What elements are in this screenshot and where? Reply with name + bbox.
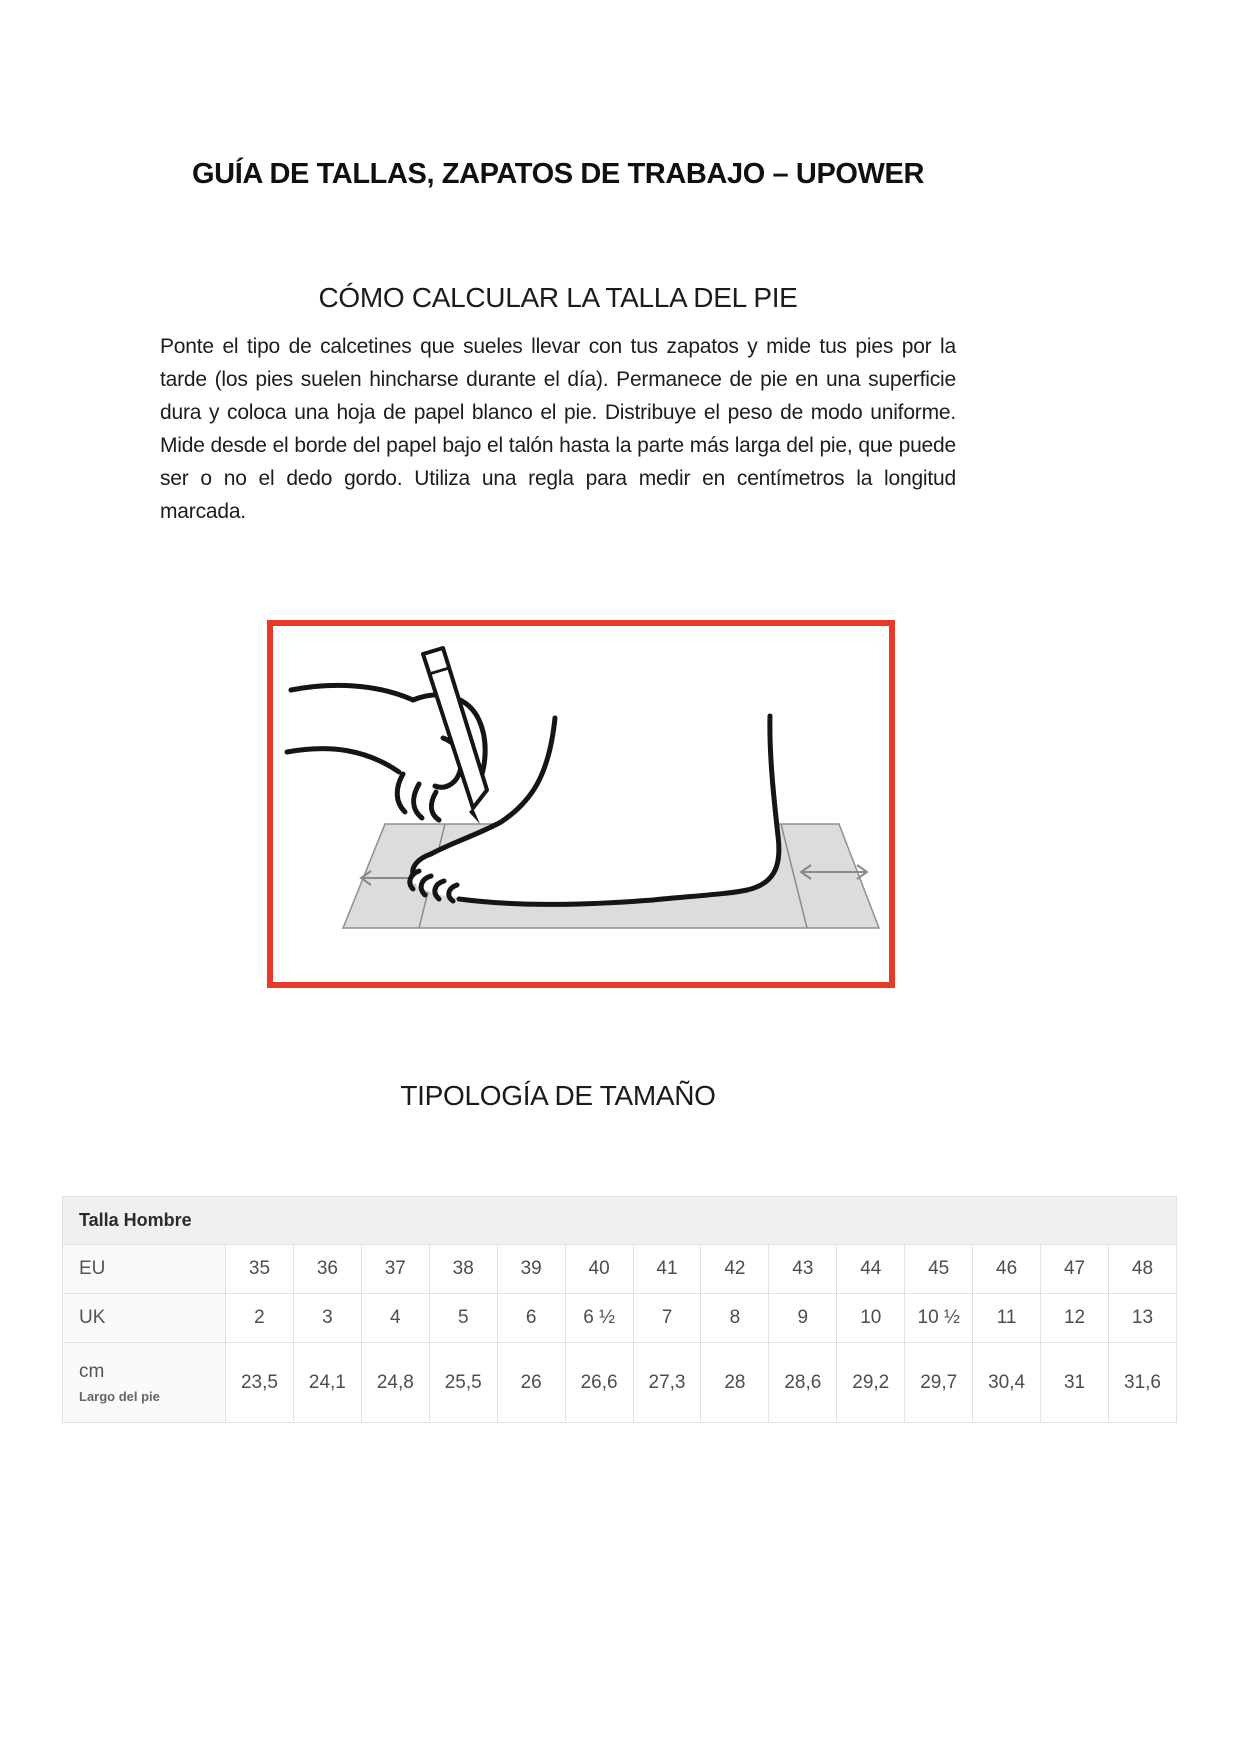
section-heading-calcular-talla: CÓMO CALCULAR LA TALLA DEL PIE <box>318 282 798 313</box>
size-table-row-cm <box>63 1343 1177 1423</box>
size-table-header-row <box>63 1197 1177 1245</box>
size-cell: 44 <box>837 1245 905 1294</box>
size-cell: 24,8 <box>361 1343 429 1423</box>
size-cell: 27,3 <box>633 1343 701 1423</box>
size-cell: 28,6 <box>769 1343 837 1423</box>
section-heading-tipologia: TIPOLOGÍA DE TAMAÑO <box>400 1080 716 1111</box>
size-cell: 40 <box>565 1245 633 1294</box>
size-cell: 30,4 <box>973 1343 1041 1423</box>
size-cell: 31,6 <box>1108 1343 1176 1423</box>
size-cell: 31 <box>1041 1343 1109 1423</box>
size-cell: 10 ½ <box>905 1294 973 1343</box>
size-cell: 29,2 <box>837 1343 905 1423</box>
size-table-header: Talla Hombre <box>63 1197 1177 1245</box>
size-cell: 39 <box>497 1245 565 1294</box>
size-cell: 5 <box>429 1294 497 1343</box>
size-cell: 23,5 <box>226 1343 294 1423</box>
size-cell: 38 <box>429 1245 497 1294</box>
row-label-cm: cm Largo del pie <box>63 1343 226 1423</box>
foot-measurement-image <box>267 620 895 988</box>
size-cell: 41 <box>633 1245 701 1294</box>
size-cell: 13 <box>1108 1294 1176 1343</box>
page-title: GUÍA DE TALLAS, ZAPATOS DE TRABAJO – UPOWER <box>192 158 924 190</box>
size-cell: 24,1 <box>293 1343 361 1423</box>
size-cell: 43 <box>769 1245 837 1294</box>
size-cell: 6 <box>497 1294 565 1343</box>
size-cell: 6 ½ <box>565 1294 633 1343</box>
size-cell: 8 <box>701 1294 769 1343</box>
size-cell: 36 <box>293 1245 361 1294</box>
size-cell: 11 <box>973 1294 1041 1343</box>
size-cell: 12 <box>1041 1294 1109 1343</box>
size-cell: 45 <box>905 1245 973 1294</box>
size-cell: 3 <box>293 1294 361 1343</box>
row-sublabel: Largo del pie <box>79 1389 160 1404</box>
size-table-row-eu <box>63 1245 1177 1294</box>
size-cell: 47 <box>1041 1245 1109 1294</box>
size-cell: 28 <box>701 1343 769 1423</box>
size-cell: 26 <box>497 1343 565 1423</box>
size-cell: 35 <box>226 1245 294 1294</box>
row-label-eu: EU <box>63 1245 226 1294</box>
foot-tracing-illustration <box>273 626 889 982</box>
size-table-row-uk <box>63 1294 1177 1343</box>
size-cell: 2 <box>226 1294 294 1343</box>
instructions-paragraph: Ponte el tipo de calcetines que sueles llevar con tus zapatos y mide tus pies por la tarde (los pies suelen hincharse durante el día). Permanece de pie en una superficie dura y coloca una hoja de papel blanco el pie. Distribuye el peso de modo uniforme. Mide desde el borde del papel bajo el talón hasta la parte más larga del pie, que puede ser o no el dedo gordo. Utiliza una regla para medir en centímetros la longitud marcada. <box>160 335 956 523</box>
size-cell: 4 <box>361 1294 429 1343</box>
size-cell: 46 <box>973 1245 1041 1294</box>
size-table <box>62 1196 1177 1423</box>
size-cell: 25,5 <box>429 1343 497 1423</box>
size-cell: 48 <box>1108 1245 1176 1294</box>
size-cell: 42 <box>701 1245 769 1294</box>
size-cell: 29,7 <box>905 1343 973 1423</box>
size-cell: 9 <box>769 1294 837 1343</box>
size-cell: 37 <box>361 1245 429 1294</box>
size-cell: 7 <box>633 1294 701 1343</box>
size-cell: 10 <box>837 1294 905 1343</box>
size-cell: 26,6 <box>565 1343 633 1423</box>
row-label-uk: UK <box>63 1294 226 1343</box>
